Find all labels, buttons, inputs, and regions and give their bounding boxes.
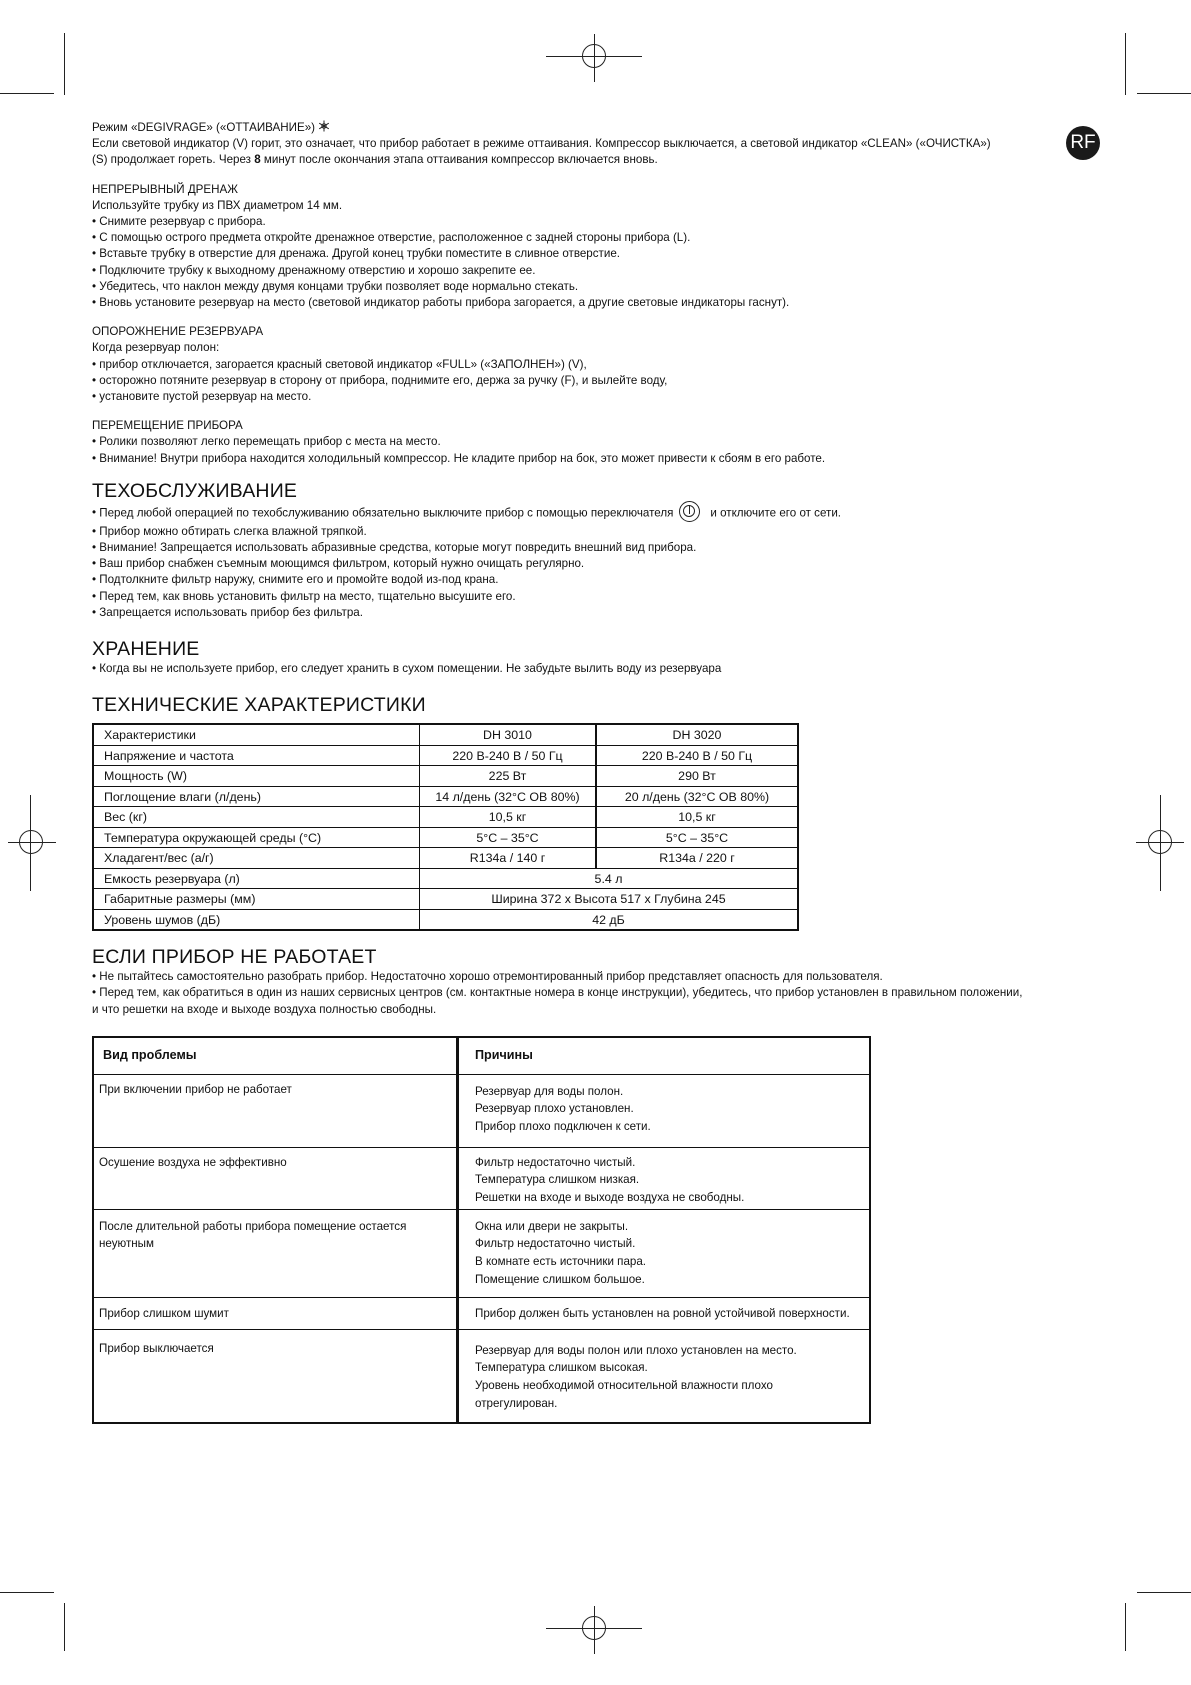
crop-mark bbox=[1137, 93, 1191, 94]
maintenance-title: ТЕХОБСЛУЖИВАНИЕ bbox=[92, 479, 298, 502]
table-row bbox=[93, 766, 798, 787]
table-cell: R134a / 220 г bbox=[596, 848, 798, 869]
drain-title: НЕПРЕРЫВНЫЙ ДРЕНАЖ bbox=[92, 182, 238, 196]
list-item: • Запрещается использовать прибор без фильтра. bbox=[92, 605, 1092, 621]
table-cell: Вес (кг) bbox=[93, 807, 420, 828]
registration-circle bbox=[582, 44, 606, 68]
table-cell bbox=[93, 1297, 458, 1329]
list-item bbox=[92, 503, 1092, 524]
problem-text: Прибор слишком шумит bbox=[99, 1306, 229, 1320]
cause-text: Температура слишком высокая. bbox=[475, 1361, 648, 1375]
registration-circle bbox=[582, 1616, 606, 1640]
list-item: • Прибор можно обтирать слегка влажной тряпкой. bbox=[92, 524, 1092, 540]
table-row bbox=[93, 1209, 870, 1297]
list-item: • Снимите резервуар с прибора. bbox=[92, 214, 1092, 230]
registration-circle bbox=[1148, 830, 1172, 854]
storage-list bbox=[92, 661, 1092, 677]
empty-title: ОПОРОЖНЕНИЕ РЕЗЕРВУАРА bbox=[92, 325, 264, 339]
cause-text: Решетки на входе и выходе воздуха не свободны. bbox=[475, 1191, 745, 1205]
list-item: • Убедитесь, что наклон между двумя концами трубки позволяет воде нормально стекать. bbox=[92, 279, 1092, 295]
list-item: • Внимание! Внутри прибора находится холодильный компрессор. Не кладите прибор на бок, это может привести к сбоям в его работе. bbox=[92, 451, 1092, 467]
table-row bbox=[93, 1329, 870, 1423]
manual-page bbox=[92, 120, 1092, 1436]
problem-text: Осушение воздуха не эффективно bbox=[99, 1155, 287, 1169]
storage-section bbox=[92, 637, 1092, 677]
storage-title: ХРАНЕНИЕ bbox=[92, 638, 200, 661]
cause-text: Окна или двери не закрыты. bbox=[475, 1219, 629, 1233]
empty-intro: Когда резервуар полон: bbox=[92, 341, 220, 355]
table-cell: Поглощение влаги (л/день) bbox=[93, 786, 420, 807]
table-cell: DH 3010 bbox=[420, 724, 597, 745]
crop-mark bbox=[1125, 33, 1126, 95]
maintenance-list bbox=[92, 503, 1092, 621]
defrost-section bbox=[92, 120, 1092, 169]
table-row bbox=[93, 807, 798, 828]
table-cell bbox=[93, 1147, 458, 1209]
table-cell: 20 л/день (32°C ОВ 80%) bbox=[596, 786, 798, 807]
table-cell: Температура окружающей среды (°C) bbox=[93, 827, 420, 848]
defrost-line-2-c: минут после окончания этапа оттаивания компрессор включается вновь. bbox=[260, 153, 658, 167]
table-cell bbox=[93, 1074, 458, 1147]
table-cell: 5°C – 35°C bbox=[596, 827, 798, 848]
table-cell: 220 В-240 В / 50 Гц bbox=[596, 745, 798, 766]
table-cell: 290 Вт bbox=[596, 766, 798, 787]
defrost-minutes: 8 bbox=[254, 153, 261, 167]
crop-mark bbox=[1137, 1592, 1191, 1593]
list-item: • Перед тем, как вновь установить фильтр на место, тщательно высушите его. bbox=[92, 589, 1092, 605]
move-list bbox=[92, 434, 1092, 466]
table-row bbox=[93, 724, 798, 745]
defrost-line-2 bbox=[92, 152, 1092, 168]
cause-text: Прибор плохо подключен к сети. bbox=[475, 1120, 651, 1134]
table-cell: Мощность (W) bbox=[93, 766, 420, 787]
table-cell: Ширина 372 x Высота 517 x Глубина 245 bbox=[420, 889, 799, 910]
crop-mark bbox=[64, 1603, 65, 1651]
maintenance-first-a: Перед любой операцией по техобслуживанию обязательно выключите прибор с помощью переключателя bbox=[99, 506, 674, 520]
table-cell: DH 3020 bbox=[596, 724, 798, 745]
table-cell bbox=[93, 1209, 458, 1297]
table-cell: 14 л/день (32°C ОВ 80%) bbox=[420, 786, 597, 807]
table-cell: Вид проблемы bbox=[93, 1037, 458, 1075]
cause-text: Резервуар для воды полон. bbox=[475, 1084, 624, 1098]
table-cell: 5.4 л bbox=[420, 868, 799, 889]
move-section bbox=[92, 418, 1092, 467]
defrost-line-1: Если световой индикатор (V) горит, это означает, что прибор работает в режиме оттаивания. Компрессор выключается, а световой индикатор «CLEAN» («ОЧИСТКА») bbox=[92, 137, 991, 151]
list-item: • Вновь установите резервуар на место (световой индикатор работы прибора загорается, а другие световые индикаторы гаснут). bbox=[92, 295, 1092, 311]
list-item: • Когда вы не используете прибор, его следует хранить в сухом помещении. Не забудьте вылить воду из резервуара bbox=[92, 661, 1092, 677]
problem-text: Прибор выключается bbox=[99, 1341, 214, 1355]
table-cell: 42 дБ bbox=[420, 909, 799, 930]
specs-section bbox=[92, 693, 1092, 931]
table-row bbox=[93, 909, 798, 930]
table-cell bbox=[458, 1209, 871, 1297]
table-row bbox=[93, 786, 798, 807]
table-cell: 10,5 кг bbox=[596, 807, 798, 828]
problems-table bbox=[92, 1036, 871, 1425]
cause-text: отрегулирован. bbox=[475, 1396, 558, 1410]
cause-text: Прибор должен быть установлен на ровной устойчивой поверхности. bbox=[475, 1306, 850, 1320]
list-item: • Перед тем, как обратиться в один из наших сервисных центров (см. контактные номера в конце инструкции), убедитесь, что прибор установлен в правильном положении, bbox=[92, 985, 1092, 1001]
cause-text: Резервуар для воды полон или плохо установлен на место. bbox=[475, 1343, 797, 1357]
cause-text: Уровень необходимой относительной влажности плохо bbox=[475, 1379, 773, 1393]
trouble-title: ЕСЛИ ПРИБОР НЕ РАБОТАЕТ bbox=[92, 946, 377, 969]
table-row bbox=[93, 1074, 870, 1147]
table-cell: Уровень шумов (дБ) bbox=[93, 909, 420, 930]
crop-mark bbox=[0, 1592, 54, 1593]
specs-title: ТЕХНИЧЕСКИЕ ХАРАКТЕРИСТИКИ bbox=[92, 694, 426, 717]
table-cell: Емкость резервуара (л) bbox=[93, 868, 420, 889]
cause-text: Фильтр недостаточно чистый. bbox=[475, 1155, 636, 1169]
table-row bbox=[93, 848, 798, 869]
table-cell: 220 В-240 В / 50 Гц bbox=[420, 745, 597, 766]
specs-table bbox=[92, 723, 799, 931]
list-item: • осторожно потяните резервуар в сторону от прибора, поднимите его, держа за ручку (F), и вылейте воду, bbox=[92, 373, 1092, 389]
table-cell bbox=[93, 1329, 458, 1423]
table-row bbox=[93, 1147, 870, 1209]
maintenance-first-b: и отключите его от сети. bbox=[710, 506, 842, 520]
trouble-continuation: и что решетки на входе и выходе воздуха полностью свободны. bbox=[92, 1002, 437, 1016]
empty-section bbox=[92, 324, 1092, 405]
table-row bbox=[93, 827, 798, 848]
list-item: • Вставьте трубку в отверстие для дренажа. Другой конец трубки поместите в сливное отверстие. bbox=[92, 246, 1092, 262]
move-title: ПЕРЕМЕЩЕНИЕ ПРИБОРА bbox=[92, 419, 243, 433]
problems-table-wrap bbox=[92, 1036, 1092, 1436]
problem-text: После длительной работы прибора помещение остается bbox=[99, 1219, 407, 1233]
table-row bbox=[93, 1297, 870, 1329]
crop-mark bbox=[0, 93, 54, 94]
table-row bbox=[93, 745, 798, 766]
table-cell: R134a / 140 г bbox=[420, 848, 597, 869]
table-cell: Габаритные размеры (мм) bbox=[93, 889, 420, 910]
drain-section bbox=[92, 182, 1092, 312]
list-item: • Ролики позволяют легко перемещать прибор с места на место. bbox=[92, 434, 1092, 450]
table-row bbox=[93, 889, 798, 910]
snowflake-icon bbox=[318, 120, 330, 132]
table-cell bbox=[458, 1297, 871, 1329]
list-item: • С помощью острого предмета откройте дренажное отверстие, расположенное с задней стороны прибора (L). bbox=[92, 230, 1092, 246]
table-row bbox=[93, 868, 798, 889]
maintenance-section bbox=[92, 479, 1092, 621]
cause-text: Резервуар плохо установлен. bbox=[475, 1102, 634, 1116]
table-cell: Характеристики bbox=[93, 724, 420, 745]
cause-text: Помещение слишком большое. bbox=[475, 1272, 645, 1286]
list-item: • Подтолкните фильтр наружу, снимите его и промойте водой из-под крана. bbox=[92, 572, 1092, 588]
list-item: • Подключите трубку к выходному дренажному отверстию и хорошо закрепите ее. bbox=[92, 263, 1092, 279]
drain-intro: Используйте трубку из ПВХ диаметром 14 мм. bbox=[92, 198, 343, 212]
table-cell: Напряжение и частота bbox=[93, 745, 420, 766]
defrost-title-text: Режим «DEGIVRAGE» («ОТТАИВАНИЕ») bbox=[92, 121, 316, 134]
cause-text: Фильтр недостаточно чистый. bbox=[475, 1237, 636, 1251]
table-cell bbox=[458, 1074, 871, 1147]
table-row bbox=[93, 1037, 870, 1075]
crop-mark bbox=[1125, 1603, 1126, 1651]
registration-circle bbox=[19, 830, 43, 854]
cause-text: В комнате есть источники пара. bbox=[475, 1255, 647, 1269]
defrost-line-2-a: (S) продолжает гореть. Через bbox=[92, 153, 255, 167]
list-item: • прибор отключается, загорается красный световой индикатор «FULL» («ЗАПОЛНЕН») (V), bbox=[92, 357, 1092, 373]
crop-mark bbox=[64, 33, 65, 95]
list-item: • Внимание! Запрещается использовать абразивные средства, которые могут повредить внешний вид прибора. bbox=[92, 540, 1092, 556]
table-cell: Хладагент/вес (а/г) bbox=[93, 848, 420, 869]
problem-text: При включении прибор не работает bbox=[99, 1082, 292, 1096]
empty-list bbox=[92, 357, 1092, 406]
table-cell: 5°C – 35°C bbox=[420, 827, 597, 848]
table-cell bbox=[458, 1147, 871, 1209]
table-cell bbox=[458, 1329, 871, 1423]
defrost-title bbox=[92, 120, 1092, 136]
table-cell: 10,5 кг bbox=[420, 807, 597, 828]
table-cell: Причины bbox=[458, 1037, 871, 1075]
language-badge: RF bbox=[1066, 126, 1100, 160]
problem-text: неуютным bbox=[99, 1237, 154, 1251]
trouble-list bbox=[92, 969, 1092, 1001]
drain-list bbox=[92, 214, 1092, 311]
list-item: • Ваш прибор снабжен съемным моющимся фильтром, который нужно очищать регулярно. bbox=[92, 556, 1092, 572]
cause-text: Температура слишком низкая. bbox=[475, 1173, 640, 1187]
table-cell: 225 Вт bbox=[420, 766, 597, 787]
power-switch-icon bbox=[679, 501, 700, 522]
list-item: • установите пустой резервуар на место. bbox=[92, 389, 1092, 405]
list-item: • Не пытайтесь самостоятельно разобрать прибор. Недостаточно хорошо отремонтированный прибор представляет опасность для пользователя. bbox=[92, 969, 1092, 985]
trouble-section bbox=[92, 945, 1092, 1018]
